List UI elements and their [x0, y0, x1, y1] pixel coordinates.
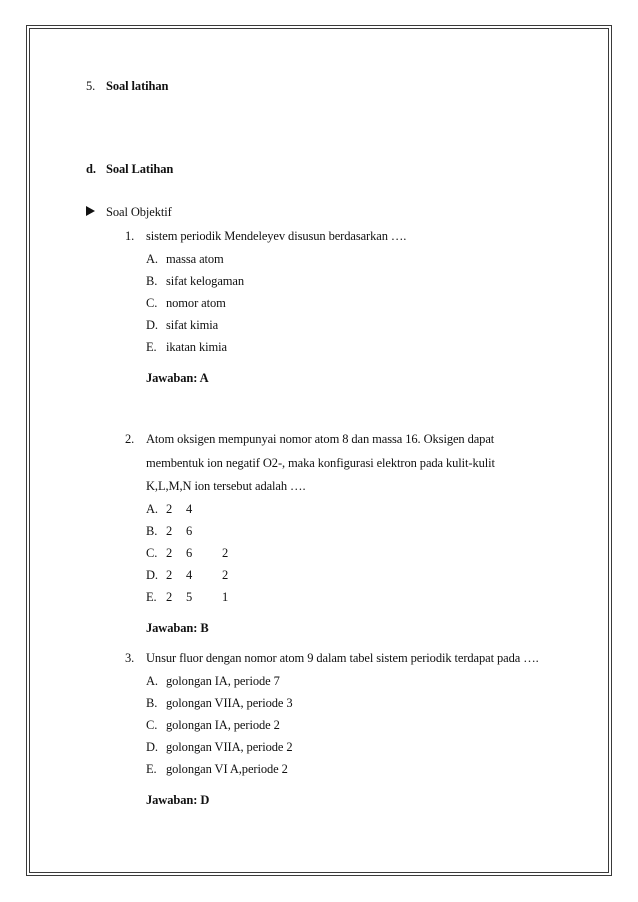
subheading-objective: Soal Objektif — [106, 205, 172, 219]
q2-option-d-m: 2 — [222, 568, 229, 582]
q2-option-e-l: 5 — [186, 590, 193, 604]
q2-option-c-k: 2 — [166, 546, 173, 560]
q1-option-c-text: nomor atom — [166, 296, 226, 310]
q2-option-b-l: 6 — [186, 524, 193, 538]
q3-option-a-letter: A. — [146, 674, 158, 688]
q1-option-b-letter: B. — [146, 274, 158, 288]
section-5-number: 5. — [86, 79, 96, 93]
q3-option-d-text: golongan VIIA, periode 2 — [166, 740, 293, 754]
q1-option-a-text: massa atom — [166, 252, 224, 266]
question-1-number: 1. — [125, 229, 135, 243]
q1-option-d-text: sifat kimia — [166, 318, 219, 332]
q2-option-d-l: 4 — [186, 568, 193, 582]
q2-option-c-m: 2 — [222, 546, 229, 560]
question-2-line-1: Atom oksigen mempunyai nomor atom 8 dan massa 16. Oksigen dapat — [146, 432, 495, 446]
q2-answer: Jawaban: B — [146, 621, 209, 635]
q2-option-e-letter: E. — [146, 590, 157, 604]
q2-option-d-k: 2 — [166, 568, 173, 582]
q1-option-e-letter: E. — [146, 340, 157, 354]
q3-option-c-letter: C. — [146, 718, 158, 732]
q1-option-a-letter: A. — [146, 252, 158, 266]
q3-answer: Jawaban: D — [146, 793, 210, 807]
q2-option-b-letter: B. — [146, 524, 158, 538]
q1-option-c-letter: C. — [146, 296, 158, 310]
q2-option-b-k: 2 — [166, 524, 173, 538]
q1-option-b-text: sifat kelogaman — [166, 274, 244, 288]
question-3-text: Unsur fluor dengan nomor atom 9 dalam tabel sistem periodik terdapat pada …. — [146, 651, 539, 665]
question-1-text: sistem periodik Mendeleyev disusun berdasarkan …. — [146, 229, 407, 243]
question-2-line-3: K,L,M,N ion tersebut adalah …. — [146, 479, 306, 493]
q2-option-e-m: 1 — [222, 590, 229, 604]
question-2-line-2: membentuk ion negatif O2-, maka konfigurasi elektron pada kulit-kulit — [146, 456, 495, 470]
page-border-inner — [29, 28, 609, 873]
section-d-number: d. — [86, 162, 96, 176]
q3-option-c-text: golongan IA, periode 2 — [166, 718, 280, 732]
section-5-title: Soal latihan — [106, 79, 169, 93]
question-2-number: 2. — [125, 432, 135, 446]
arrow-bullet-icon — [86, 206, 95, 216]
section-d-title: Soal Latihan — [106, 162, 174, 176]
q2-option-a-l: 4 — [186, 502, 193, 516]
q2-option-a-letter: A. — [146, 502, 158, 516]
q2-option-a-k: 2 — [166, 502, 173, 516]
question-3-number: 3. — [125, 651, 135, 665]
q2-option-c-l: 6 — [186, 546, 193, 560]
q1-answer: Jawaban: A — [146, 371, 209, 385]
q2-option-e-k: 2 — [166, 590, 173, 604]
q3-option-b-letter: B. — [146, 696, 158, 710]
q3-option-a-text: golongan IA, periode 7 — [166, 674, 280, 688]
q3-option-b-text: golongan VIIA, periode 3 — [166, 696, 293, 710]
q3-option-e-letter: E. — [146, 762, 157, 776]
q3-option-d-letter: D. — [146, 740, 158, 754]
q3-option-e-text: golongan VI A,periode 2 — [166, 762, 288, 776]
q2-option-d-letter: D. — [146, 568, 158, 582]
q1-option-d-letter: D. — [146, 318, 158, 332]
q2-option-c-letter: C. — [146, 546, 158, 560]
q1-option-e-text: ikatan kimia — [166, 340, 227, 354]
